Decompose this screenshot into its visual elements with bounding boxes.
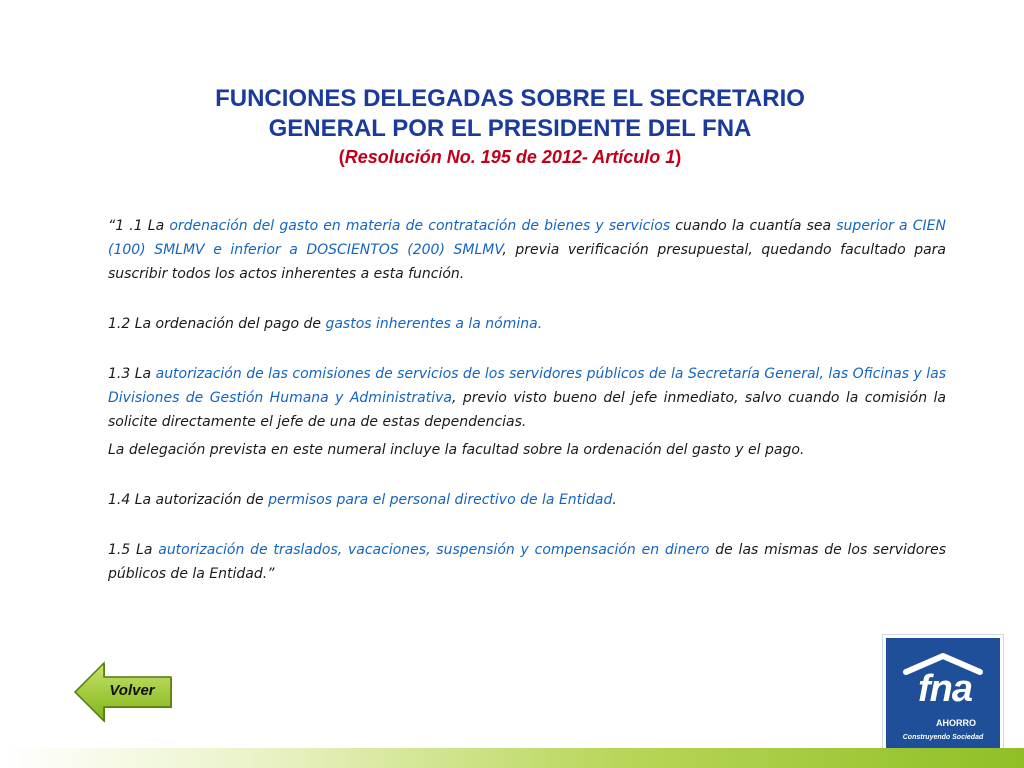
- item-1-3: [108, 362, 946, 434]
- item-1-4-text-a: 1.4 La autorización de: [108, 492, 269, 508]
- item-1-5-text-a: 1.5 La: [108, 542, 159, 558]
- subtitle-text: Resolución No. 195 de 2012- Artículo 1: [344, 147, 676, 167]
- item-1-2-highlight: gastos inherentes a la nómina.: [325, 316, 543, 332]
- bottom-gradient-bar: [0, 748, 1024, 768]
- item-1-1-text-c: , previa verificación presupuestal, quedando facultado para suscribir todos los actos inherentes a esta función.: [108, 242, 946, 282]
- item-1-5-highlight: autorización de traslados, vacaciones, suspensión y compensación en dinero: [158, 542, 710, 558]
- item-1-5-text-b: de las mismas de los servidores públicos de la Entidad.”: [108, 542, 947, 582]
- title-line-2: GENERAL POR EL PRESIDENTE DEL FNA: [268, 115, 752, 142]
- subtitle: [120, 144, 900, 170]
- item-1-1-highlight-b: superior a CIEN (100) SMLMV e inferior a DOSCIENTOS (200) SMLMV: [108, 218, 946, 258]
- item-1-1-text-a: “1 .1 La: [108, 218, 170, 234]
- item-1-2: [108, 312, 946, 336]
- title-line-1: FUNCIONES DELEGADAS SOBRE EL SECRETARIO: [215, 85, 805, 112]
- volver-label: Volver: [109, 682, 155, 699]
- logo-tagline: Construyendo Sociedad: [902, 734, 984, 741]
- item-1-1-highlight-a: ordenación del gasto en materia de contratación de bienes y servicios: [169, 218, 671, 234]
- volver-button[interactable]: [72, 660, 174, 724]
- item-1-4: [108, 488, 946, 512]
- side-fineprint: [9, 660, 23, 740]
- item-1-3-text-a: 1.3 La: [108, 366, 156, 382]
- resolution-body: [108, 214, 946, 586]
- item-1-1-text-b: cuando la cuantía sea: [670, 218, 837, 234]
- logo-brand: fna: [918, 668, 972, 710]
- item-1-3-text-b: , previo visto bueno del jefe inmediato, salvo cuando la comisión la solicite directamente el jefe de una de estas dependencias.: [108, 390, 946, 430]
- item-1-3-highlight: autorización de las comisiones de servicios de los servidores públicos de la Secretaría General, las Oficinas y las Divisiones de Gestión Humana y Administrativa: [108, 366, 947, 406]
- item-1-3-note: La delegación prevista en este numeral incluye la facultad sobre la ordenación del gasto y el pago.: [108, 442, 805, 458]
- fna-logo: [883, 635, 1003, 763]
- item-1-1: [108, 214, 946, 286]
- item-1-4-highlight: permisos para el personal directivo de la Entidad: [268, 492, 613, 508]
- slide-title: [120, 84, 900, 170]
- item-1-4-text-b: .: [612, 492, 617, 508]
- subtitle-open: (: [338, 147, 345, 167]
- logo-sub: AHORRO: [936, 718, 976, 728]
- subtitle-close: ): [675, 147, 682, 167]
- item-1-5: [108, 538, 946, 586]
- item-1-2-text: 1.2 La ordenación del pago de: [108, 316, 326, 332]
